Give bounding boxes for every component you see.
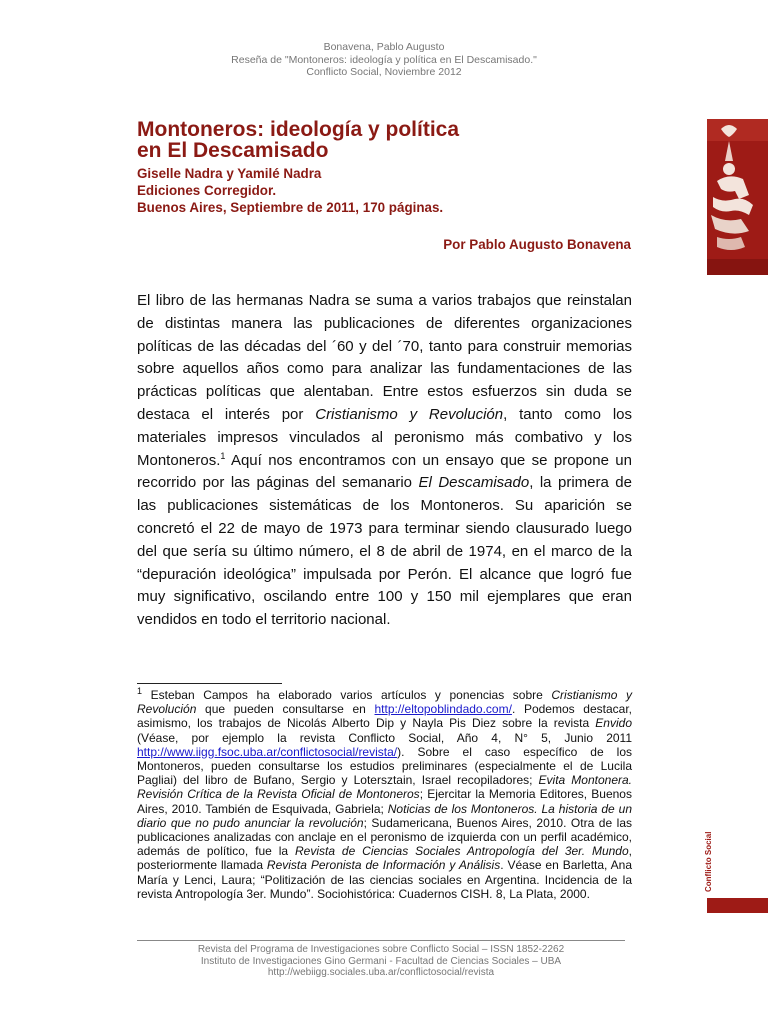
footnote-italic: Cristianismo y Revolución [137, 688, 632, 717]
body-italic-descamisado: El Descamisado [418, 474, 530, 492]
running-header [0, 41, 768, 79]
footnote-1 [137, 688, 632, 901]
side-accent-bar [707, 898, 768, 913]
footnote-separator [137, 683, 282, 684]
byline: Por Pablo Augusto Bonavena [443, 237, 631, 252]
book-place-date: Buenos Aires, Septiembre de 2011, 170 páginas. [137, 200, 444, 215]
footnote-italic: Revista de Ciencias Sociales Antropología del 3er. Mundo [294, 844, 629, 859]
footnote-text: ; Ejercitar la Memoria Editores, Buenos Aires, 2010. También de Esquivada, Gabriela; [137, 787, 632, 816]
footnote-text: , posteriormente llamada [137, 844, 632, 873]
body-text-2: , tanto como los materiales impresos vinculados al peronismo más combativo y los Montoneros. [137, 405, 632, 469]
footnote-text: ; Sudamericana, Buenos Aires, 2010. Otra de las publicaciones analizadas con anclaje en el peronismo de izquierda con un perfil académico, además de político, fue la [137, 815, 632, 859]
link-conflictosocial-revista[interactable]: http://www.iigg.fsoc.uba.ar/conflictosocial/revista/ [137, 744, 398, 759]
book-publisher: Ediciones Corregidor. [137, 183, 277, 198]
book-authors: Giselle Nadra y Yamilé Nadra [137, 166, 322, 181]
body-italic-cristianismo: Cristianismo y Revolución [315, 405, 504, 423]
book-info [137, 165, 443, 216]
page-footer [137, 944, 625, 979]
footnote-italic: Noticias de los Montoneros. La historia de un diario que no pudo anunciar la revolución [137, 801, 632, 830]
footnote-text: ). Sobre el caso específico de los Montoneros, pueden consultarse los estudios preliminares (especialmente el de Lucila Pagliai) del libro de Bufano, Sergio y Lotersztain, Israel recopiladores; [137, 744, 632, 788]
body-text-4: , la primera de las publicaciones sistemáticas de los Montoneros. Su aparición se concretó el 22 de mayo de 1973 para terminar siendo clausurado luego del que sería su último número, el 8 de abril de 1974, en el marco de la “depuración ideológica” impulsada por Perón. El alcance que logró fue muy significativo, oscilando entre 100 y 150 mil ejemplares que eran vendidos en todo el territorio nacional. [137, 474, 632, 629]
body-text-1: El libro de las hermanas Nadra se suma a varios trabajos que reinstalan de distintas manera las publicaciones de diferentes organizaciones políticas de las décadas del ´60 y del ´70, tanto para construir memorias sobre aquellos años como para analizar las fundamentaciones de las prácticas políticas que alentaban. Entre estos esfuerzos sin duda se destaca el interés por [137, 292, 632, 423]
side-label-text: Conflicto Social [704, 831, 713, 892]
footnote-number: 1 [137, 686, 143, 696]
footer-institute: Instituto de Investigaciones Gino Germani - Facultad de Ciencias Sociales – UBA [200, 955, 562, 967]
title-line-1: Montoneros: ideología y política [137, 118, 460, 141]
footnote-italic: Envido [595, 716, 632, 731]
footer-separator [137, 940, 625, 941]
footer-journal: Revista del Programa de Investigaciones sobre Conflicto Social – ISSN 1852-2262 [197, 944, 565, 955]
title-line-2: en El Descamisado [137, 139, 329, 162]
footnote-text: (Véase, por ejemplo la revista Conflicto Social, Año 4, N° 5, Junio 2011 [137, 730, 632, 745]
body-paragraph [137, 290, 632, 632]
footnote-text: . Véase en Barletta, Ana María y Lenci, Laura; “Politización de las ciencias sociales en Argentina. Incidencia de la revista Antropología 3er. Mundo”. Sociohistórica: Cuadernos CISH. 8, La Plata, 2000. [137, 858, 633, 901]
footnote-text: . Podemos destacar, asimismo, los trabajos de Nicolás Alberto Dip y Nayla Pis Diez sobre la revista [137, 702, 632, 731]
footnote-text: Esteban Campos ha elaborado varios artículos y ponencias sobre [142, 688, 552, 702]
link-eltopoblindado[interactable]: http://eltopoblindado.com/ [374, 702, 512, 717]
footer-url: http://webiigg.sociales.uba.ar/conflictosocial/revista [267, 967, 495, 978]
header-journal-date: Conflicto Social, Noviembre 2012 [306, 66, 462, 78]
header-review-title: Reseña de "Montoneros: ideología y política en El Descamisado." [231, 53, 537, 66]
header-author: Bonavena, Pablo Augusto [323, 41, 445, 53]
emblem-illustration-icon [707, 119, 768, 275]
side-journal-label [704, 831, 716, 892]
review-title [137, 119, 459, 161]
footnote-text: que pueden consultarse en [196, 702, 375, 717]
body-text-3: Aquí nos encontramos con un ensayo que se propone un recorrido por las páginas del semanario [137, 451, 632, 492]
footnote-reference[interactable]: 1 [220, 450, 226, 461]
footnote-italic: Evita Montonera. Revisión Crítica de la Revista Oficial de Montoneros [137, 773, 632, 802]
journal-emblem-image [707, 119, 768, 275]
footnote-italic: Revista Peronista de Información y Análisis [266, 858, 501, 873]
